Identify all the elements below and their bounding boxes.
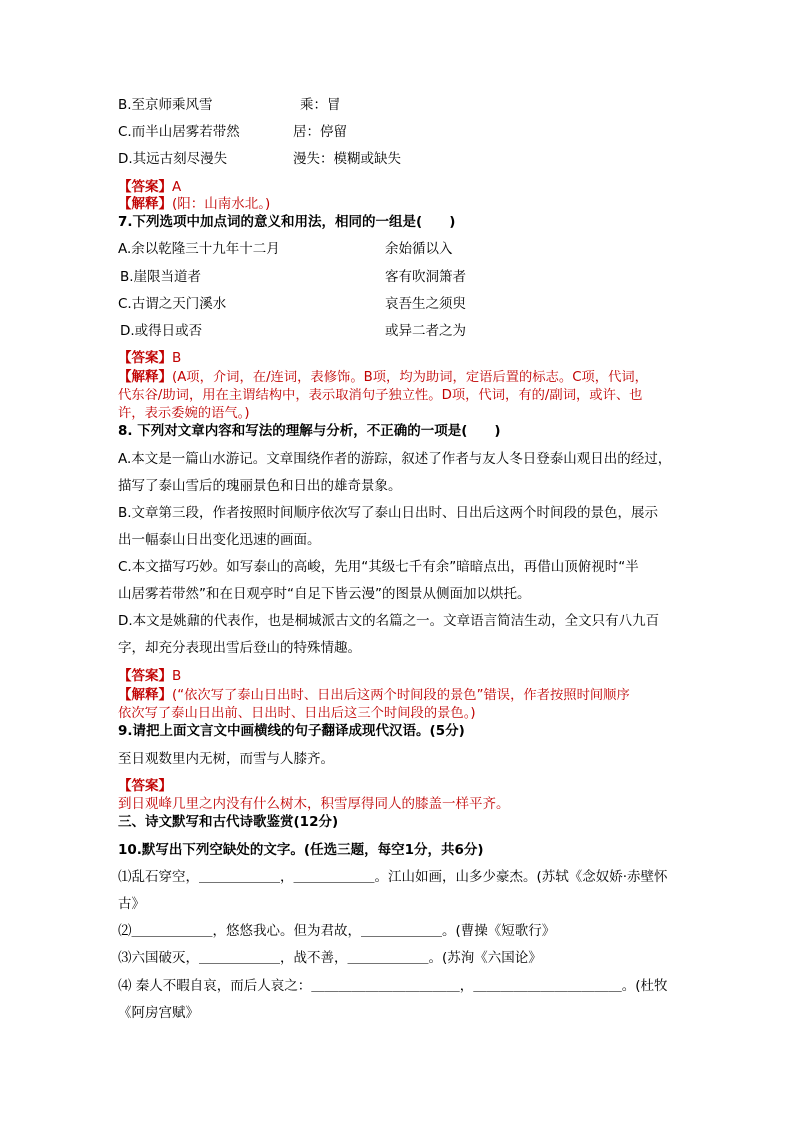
q8-option-b-line-2: 出一幅泰山日出变化迅速的画面。 <box>118 532 321 548</box>
answer-label: 【答案】 <box>118 350 172 366</box>
answer-value: B <box>172 668 182 684</box>
q8-option-d-line-2: 字，却充分表现出雪后登山的特殊情趣。 <box>118 640 361 656</box>
q9-stem: 9.请把上面文言文中画横线的句子翻译成现代汉语。(5分) <box>118 723 465 739</box>
q7-row-a-right: 余始循以入 <box>385 241 453 257</box>
q7-stem: 7.下列选项中加点词的意义和用法，相同的一组是( ) <box>118 214 456 230</box>
answer-value: A <box>172 179 182 195</box>
q10-item-4-line-1: ⑷ 秦人不暇自哀，而后人哀之：＿＿＿＿＿＿＿＿＿＿＿，＿＿＿＿＿＿＿＿＿＿＿。(杜牧 <box>118 978 668 994</box>
q8-explain-line-1 <box>118 686 630 705</box>
q8-option-c-line-2: 山居雾若带然”和在日观亭时“自足下皆云漫”的图景从侧面加以烘托。 <box>118 586 531 602</box>
q6-explain <box>118 195 270 214</box>
q8-answer <box>118 667 181 686</box>
q6-option-c: C.而半山居雾若带然 <box>118 124 240 140</box>
q7-row-c-right: 哀吾生之须臾 <box>385 296 466 312</box>
q8-option-d-line-1: D.本文是姚鼐的代表作，也是桐城派古文的名篇之一。文章语言简洁生动，全文只有八九百 <box>118 613 660 629</box>
q7-explain-line-2: 代东谷/助词，用在主谓结构中，表示取消句子独立性。D项，代词，有的/副词，或许、也 <box>118 388 643 403</box>
q10-item-4-line-2: 《阿房宫赋》 <box>118 1005 199 1021</box>
q9-answer-text: 到日观峰几里之内没有什么树木，积雪厚得同人的膝盖一样平齐。 <box>118 796 510 812</box>
q8-option-a-line-2: 描写了泰山雪后的瑰丽景色和日出的雄奇景象。 <box>118 478 402 494</box>
section-3-title: 三、诗文默写和古代诗歌鉴赏(12分) <box>118 814 339 830</box>
q9-sentence: 至日观数里内无树，而雪与人膝齐。 <box>118 751 334 767</box>
answer-label: 【答案】 <box>118 179 172 195</box>
explain-label: 【解释】 <box>118 369 172 385</box>
q6-option-d: D.其远古刻尽漫失 <box>118 151 228 167</box>
explain-label: 【解释】 <box>118 687 172 703</box>
q6-option-b: B.至京师乘风雪 <box>118 97 213 113</box>
answer-label: 【答案】 <box>118 668 172 684</box>
q7-explain-line-3: 许，表示委婉的语气。) <box>118 406 250 421</box>
explain-text: (阳：山南水北。) <box>172 196 271 212</box>
q7-explain-line-1 <box>118 368 648 387</box>
q9-answer-label: 【答案】 <box>118 778 172 794</box>
q7-row-d-left: D.或得日或否 <box>120 323 203 339</box>
q10-item-1-line-1: ⑴乱石穿空，＿＿＿＿＿＿，＿＿＿＿＿＿。江山如画，山多少豪杰。(苏轼《念奴娇·赤壁怀 <box>118 869 668 885</box>
q8-option-a-line-1: A.本文是一篇山水游记。文章围绕作者的游踪，叙述了作者与友人冬日登泰山观日出的经过， <box>118 451 672 467</box>
q7-row-c-left: C.古谓之天门溪水 <box>118 296 227 312</box>
q6-option-b-note: 乘：冒 <box>300 97 341 113</box>
q10-stem: 10.默写出下列空缺处的文字。(任选三题，每空1分，共6分) <box>118 842 484 858</box>
explain-label: 【解释】 <box>118 196 172 212</box>
explain-text: (“依次写了泰山日出时、日出后这两个时间段的景色”错误，作者按照时间顺序 <box>172 688 630 703</box>
q7-row-a-left: A.余以乾隆三十九年十二月 <box>118 241 280 257</box>
q7-row-d-right: 或异二者之为 <box>385 323 466 339</box>
q10-item-3: ⑶六国破灭，＿＿＿＿＿＿，战不善，＿＿＿＿＿＿。(苏洵《六国论》 <box>118 950 542 966</box>
q8-explain-line-2: 依次写了泰山日出前、日出时、日出后这三个时间段的景色。) <box>118 706 476 721</box>
q8-option-c-line-1: C.本文描写巧妙。如写泰山的高峻，先用“其级七千有余”暗暗点出，再借山顶俯视时“半 <box>118 559 639 575</box>
q6-option-c-note: 居：停留 <box>293 124 347 140</box>
explain-text: (A项，介词，在/连词，表修饰。B项，均为助词，定语后置的标志。C项，代词， <box>172 370 648 385</box>
answer-value: B <box>172 350 182 366</box>
q7-row-b-left: B.崖限当道者 <box>120 269 202 285</box>
q7-row-b-right: 客有吹洞箫者 <box>385 269 466 285</box>
q7-answer <box>118 349 181 368</box>
q10-item-1-line-2: 古》 <box>118 896 145 912</box>
q8-stem: 8. 下列对文章内容和写法的理解与分析，不正确的一项是( ) <box>118 423 501 439</box>
q8-option-b-line-1: B.文章第三段，作者按照时间顺序依次写了泰山日出时、日出后这两个时间段的景色，展示 <box>118 505 659 521</box>
q6-option-d-note: 漫失：模糊或缺失 <box>293 151 401 167</box>
q10-item-2: ⑵＿＿＿＿＿＿，悠悠我心。但为君故，＿＿＿＿＿＿。(曹操《短歌行》 <box>118 923 556 939</box>
